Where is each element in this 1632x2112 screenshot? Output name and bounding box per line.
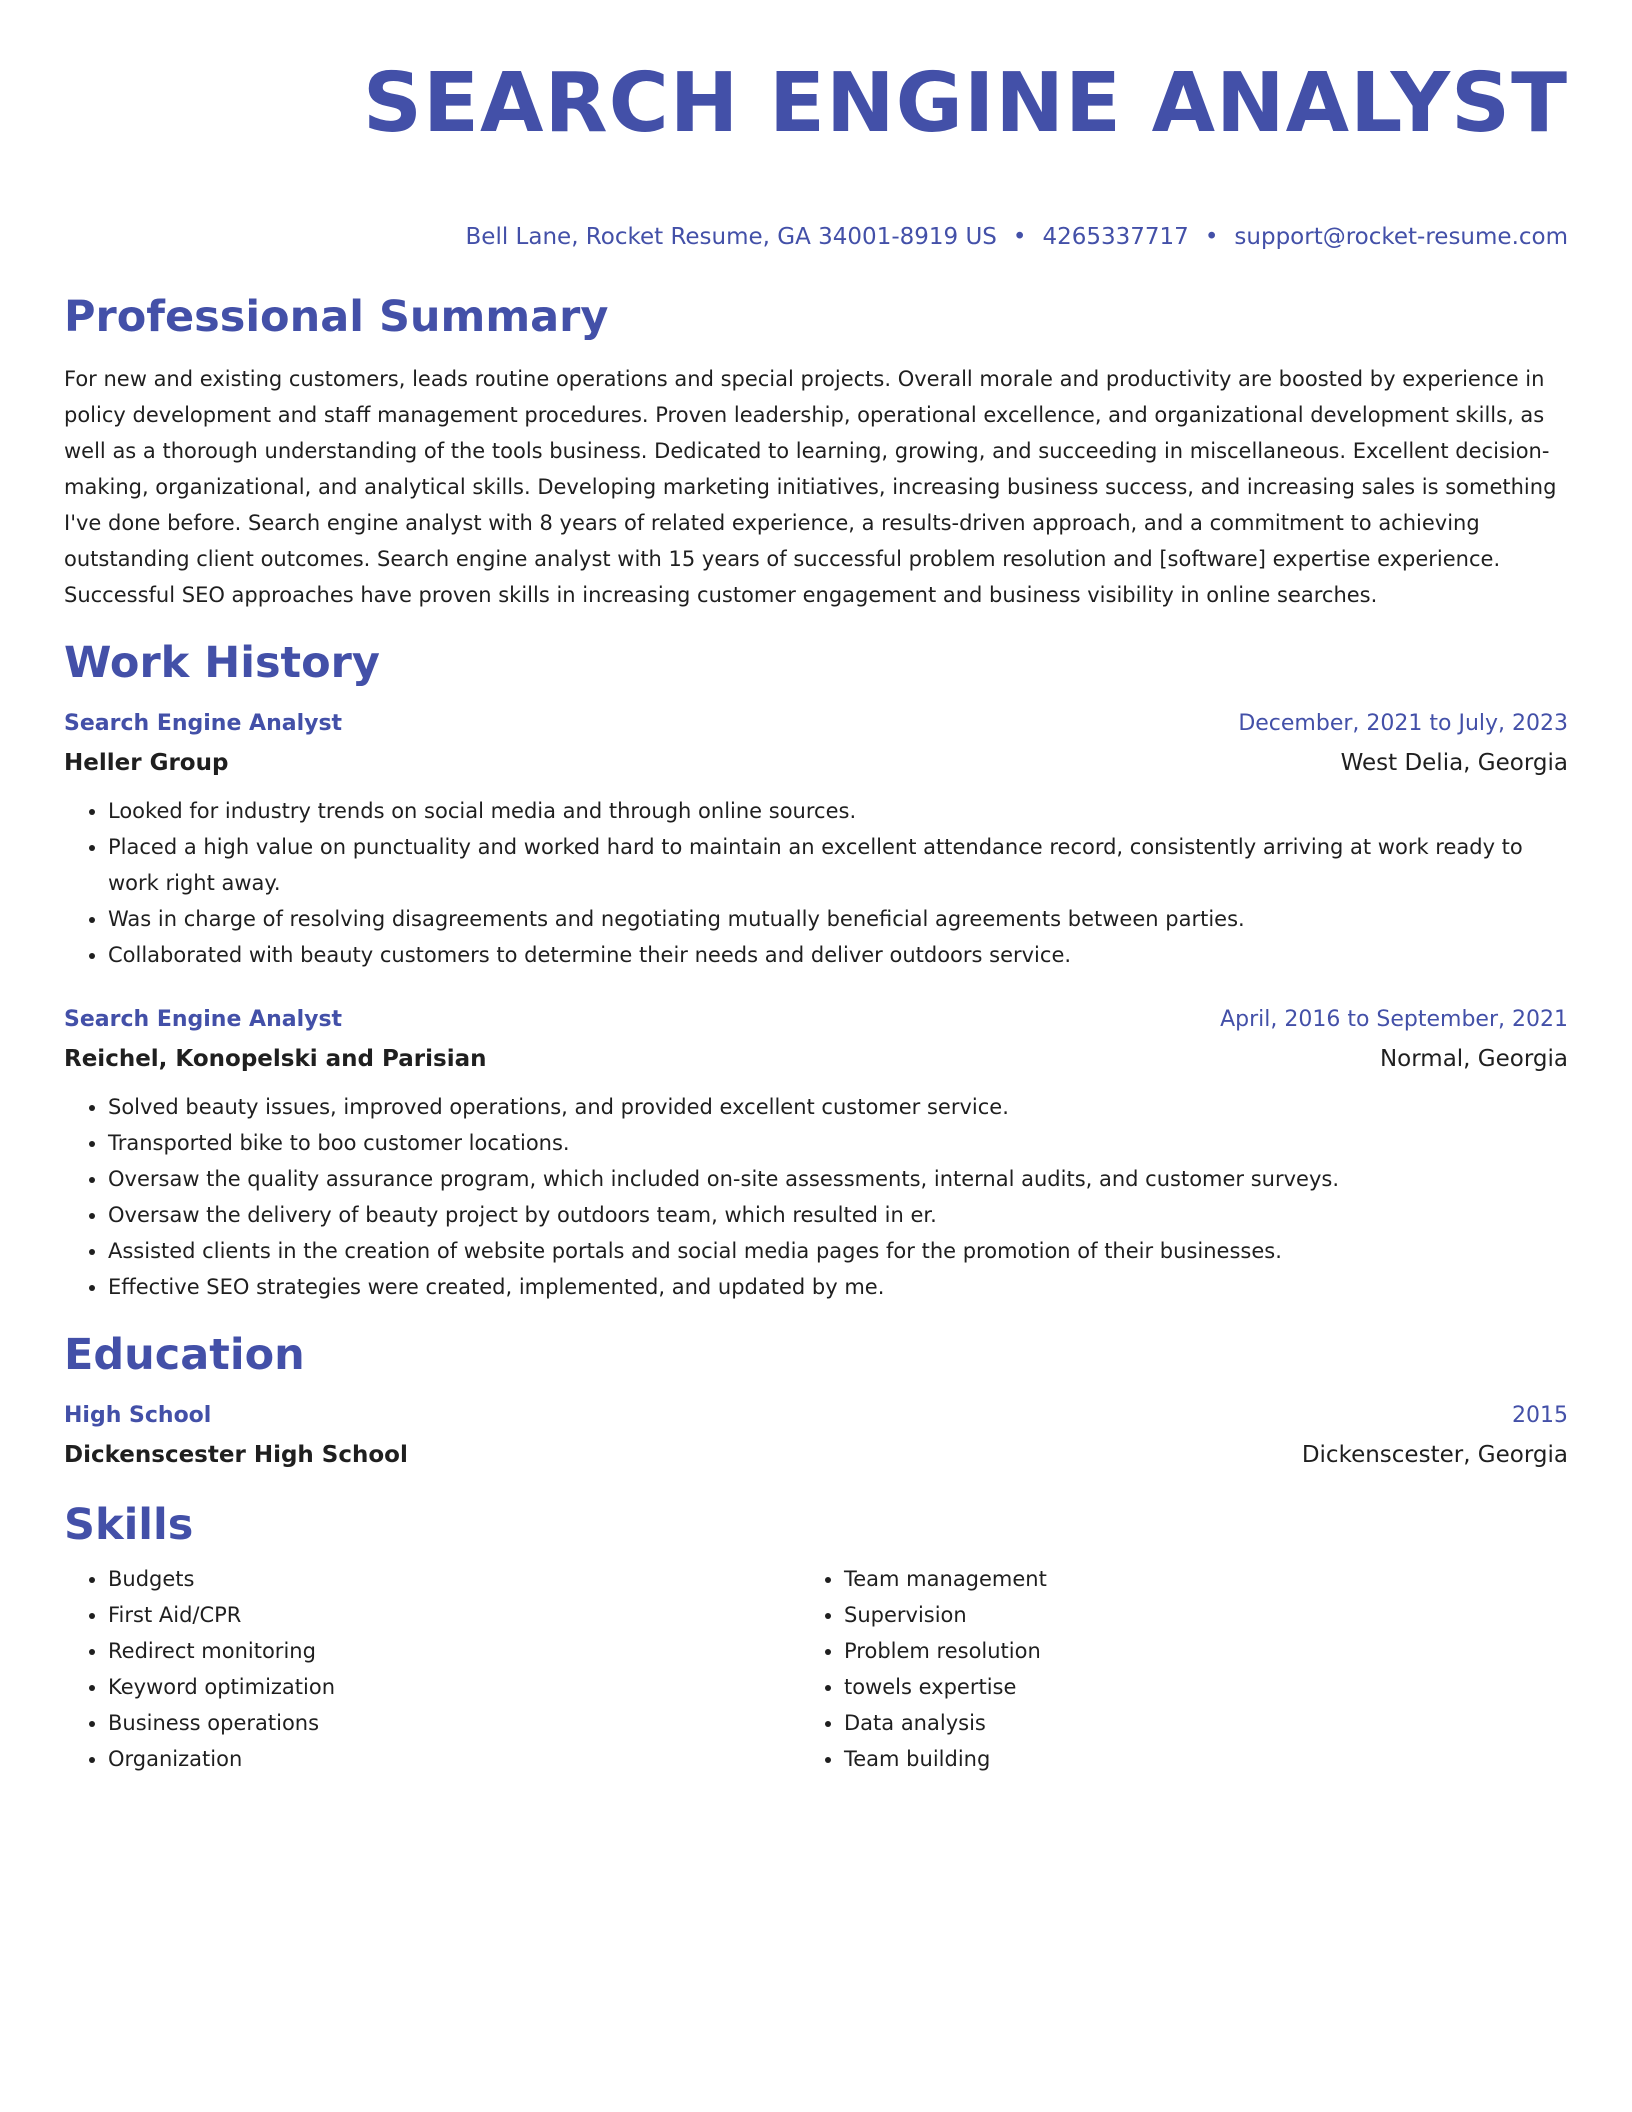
- skill-item: • Team management: [844, 1561, 1536, 1597]
- job-bullets: [64, 793, 1568, 973]
- list-item: • Collaborated with beauty customers to determine their needs and deliver outdoors service.: [108, 937, 1568, 973]
- job-dates: April, 2016 to September, 2021: [1220, 1007, 1568, 1032]
- contact-address: Bell Lane, Rocket Resume, GA 34001-8919 US: [465, 224, 997, 250]
- job-entry: [64, 1001, 1568, 1305]
- skill-item: • Redirect monitoring: [108, 1633, 800, 1669]
- skill-item: • Problem resolution: [844, 1633, 1536, 1669]
- education-school: Dickenscester High School: [64, 1442, 408, 1468]
- separator-dot: •: [1204, 224, 1219, 250]
- skills-column-left: [64, 1561, 800, 1777]
- resume-title: SEARCH ENGINE ANALYST: [362, 56, 1568, 151]
- contact-phone: 4265337717: [1042, 224, 1189, 250]
- education-location: Dickenscester, Georgia: [1301, 1442, 1568, 1468]
- skills-list: [64, 1561, 1568, 1777]
- education-heading: Education: [64, 1330, 305, 1380]
- skill-item: • towels expertise: [844, 1669, 1536, 1705]
- job-location: Normal, Georgia: [1379, 1046, 1568, 1072]
- education-entry: [64, 1397, 1568, 1475]
- list-item: • Looked for industry trends on social media and through online sources.: [108, 793, 1568, 829]
- list-item: • Assisted clients in the creation of website portals and social media pages for the promotion of their businesses.: [108, 1233, 1568, 1269]
- contact-email: support@rocket-resume.com: [1234, 224, 1568, 250]
- list-item: • Oversaw the quality assurance program, which included on-site assessments, internal audits, and customer surveys.: [108, 1161, 1568, 1197]
- skill-item: • Organization: [108, 1741, 800, 1777]
- list-item: • Transported bike to boo customer locations.: [108, 1125, 1568, 1161]
- skill-item: • Data analysis: [844, 1705, 1536, 1741]
- list-item: • Effective SEO strategies were created, implemented, and updated by me.: [108, 1269, 1568, 1305]
- separator-dot: •: [1012, 224, 1027, 250]
- education-degree: High School: [64, 1403, 212, 1428]
- skills-column-right: [800, 1561, 1536, 1777]
- summary-text: For new and existing customers, leads routine operations and special projects. Overall morale and productivity are boosted by experience in policy development and staff management procedures. Proven leadership, operational excellence, and organizational development skills, as well as a thorough understanding of the tools business. Dedicated to learning, growing, and succeeding in miscellaneous. Excellent decision-making, organizational, and analytical skills. Developing marketing initiatives, increasing business success, and increasing sales is something I've done before. Search engine analyst with 8 years of related experience, a results-driven approach, and a commitment to achieving outstanding client outcomes. Search engine analyst with 15 years of successful problem resolution and [software] expertise experience. Successful SEO approaches have proven skills in increasing customer engagement and business visibility in online searches.: [64, 367, 1557, 607]
- list-item: • Placed a high value on punctuality and worked hard to maintain an excellent attendance record, consistently arriving at work ready to work right away.: [108, 829, 1568, 901]
- job-bullets: [64, 1089, 1568, 1305]
- list-item: • Oversaw the delivery of beauty project by outdoors team, which resulted in er.: [108, 1197, 1568, 1233]
- skill-item: • First Aid/CPR: [108, 1597, 800, 1633]
- job-company: Heller Group: [64, 750, 229, 776]
- job-location: West Delia, Georgia: [1340, 750, 1568, 776]
- job-company: Reichel, Konopelski and Parisian: [64, 1046, 487, 1072]
- skill-item: • Team building: [844, 1741, 1536, 1777]
- skills-heading: Skills: [64, 1500, 194, 1550]
- job-role: Search Engine Analyst: [64, 711, 343, 736]
- skill-item: • Keyword optimization: [108, 1669, 800, 1705]
- skill-item: • Business operations: [108, 1705, 800, 1741]
- list-item: • Was in charge of resolving disagreements and negotiating mutually beneficial agreements between parties.: [108, 901, 1568, 937]
- job-role: Search Engine Analyst: [64, 1007, 343, 1032]
- job-dates: December, 2021 to July, 2023: [1238, 711, 1568, 736]
- skill-item: • Supervision: [844, 1597, 1536, 1633]
- skill-item: • Budgets: [108, 1561, 800, 1597]
- contact-line: [64, 222, 1568, 252]
- job-entry: [64, 705, 1568, 973]
- work-history-heading: Work History: [64, 638, 380, 688]
- education-year: 2015: [1512, 1403, 1568, 1428]
- summary-heading: Professional Summary: [64, 292, 609, 342]
- list-item: • Solved beauty issues, improved operations, and provided excellent customer service.: [108, 1089, 1568, 1125]
